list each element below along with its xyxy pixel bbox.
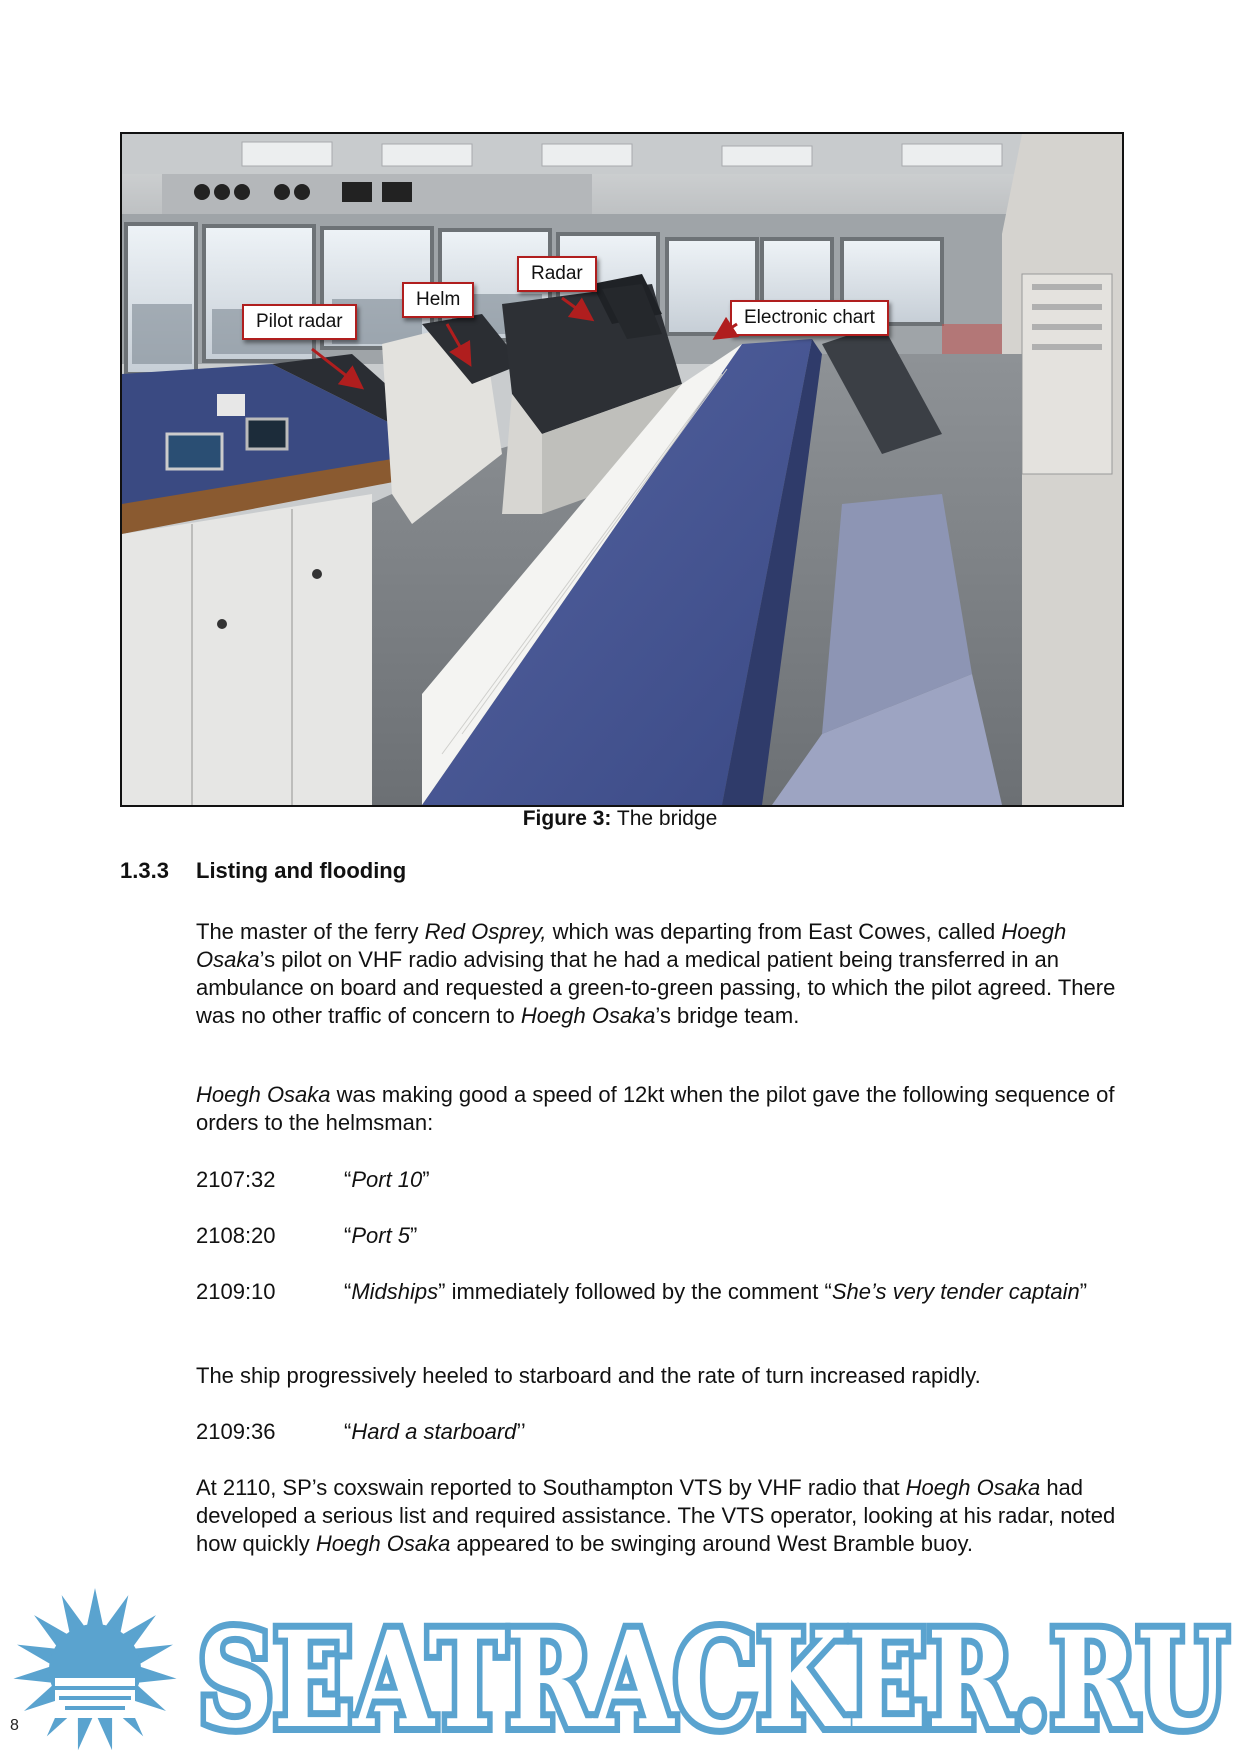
- bridge-photo: [120, 132, 1124, 807]
- callout-pilot-radar: Pilot radar: [242, 304, 357, 340]
- paragraph-vts-report: At 2110, SP’s coxswain reported to Southampton VTS by VHF radio that Hoegh Osaka had developed a serious list and required assistance. The VTS operator, looking at his radar, noted how quickly Hoegh Osaka appeared to be swinging around West Bramble buoy.: [196, 1475, 1116, 1556]
- arrow-pilot-radar: [312, 349, 357, 384]
- section-heading: [120, 858, 406, 884]
- watermark: [0, 1578, 1240, 1754]
- callout-electronic-chart: Electronic chart: [730, 300, 889, 336]
- order-time: 2109:10: [196, 1279, 276, 1304]
- caption-label: Figure 3:: [522, 807, 612, 830]
- section-title: Listing and flooding: [196, 858, 407, 883]
- order-time: 2108:20: [196, 1223, 276, 1248]
- order-text: “Midships” immediately followed by the comment “She’s very tender captain”: [344, 1279, 1088, 1304]
- arrow-helm: [447, 324, 467, 359]
- order-time: 2109:36: [196, 1419, 276, 1444]
- sun-logo-icon: [13, 1588, 178, 1752]
- watermark-text: SEATRACKER.RU: [198, 1603, 1228, 1754]
- order-time: 2107:32: [196, 1167, 276, 1192]
- callout-arrows: [122, 134, 1122, 805]
- section-number: 1.3.3: [120, 858, 169, 883]
- arrow-radar: [562, 298, 587, 316]
- arrow-electronic-chart: [720, 324, 737, 335]
- paragraph-speed: Hoegh Osaka was making good a speed of 12kt when the pilot gave the following sequence of orders to the helmsman:: [196, 1082, 1115, 1135]
- watermark-graphic: [0, 1578, 1240, 1754]
- order-text: “Port 10”: [344, 1167, 430, 1192]
- paragraph-ferry-call: The master of the ferry Red Osprey, which was departing from East Cowes, called Hoegh Osaka’s pilot on VHF radio advising that he had a medical patient being transferred in an ambulance on board and requested a green-to-green passing, to which the pilot agreed. There was no other traffic of concern to Hoegh Osaka’s bridge team.: [196, 919, 1116, 1028]
- caption-text: The bridge: [616, 807, 718, 830]
- figure-caption: [0, 807, 1240, 831]
- order-text: “Port 5”: [344, 1223, 418, 1248]
- paragraph-heel: The ship progressively heeled to starboard and the rate of turn increased rapidly.: [196, 1363, 981, 1388]
- callout-helm: Helm: [402, 282, 474, 318]
- page-number: 8: [10, 1717, 19, 1734]
- callout-radar: Radar: [517, 256, 597, 292]
- order-text: “Hard a starboard’’: [344, 1419, 526, 1444]
